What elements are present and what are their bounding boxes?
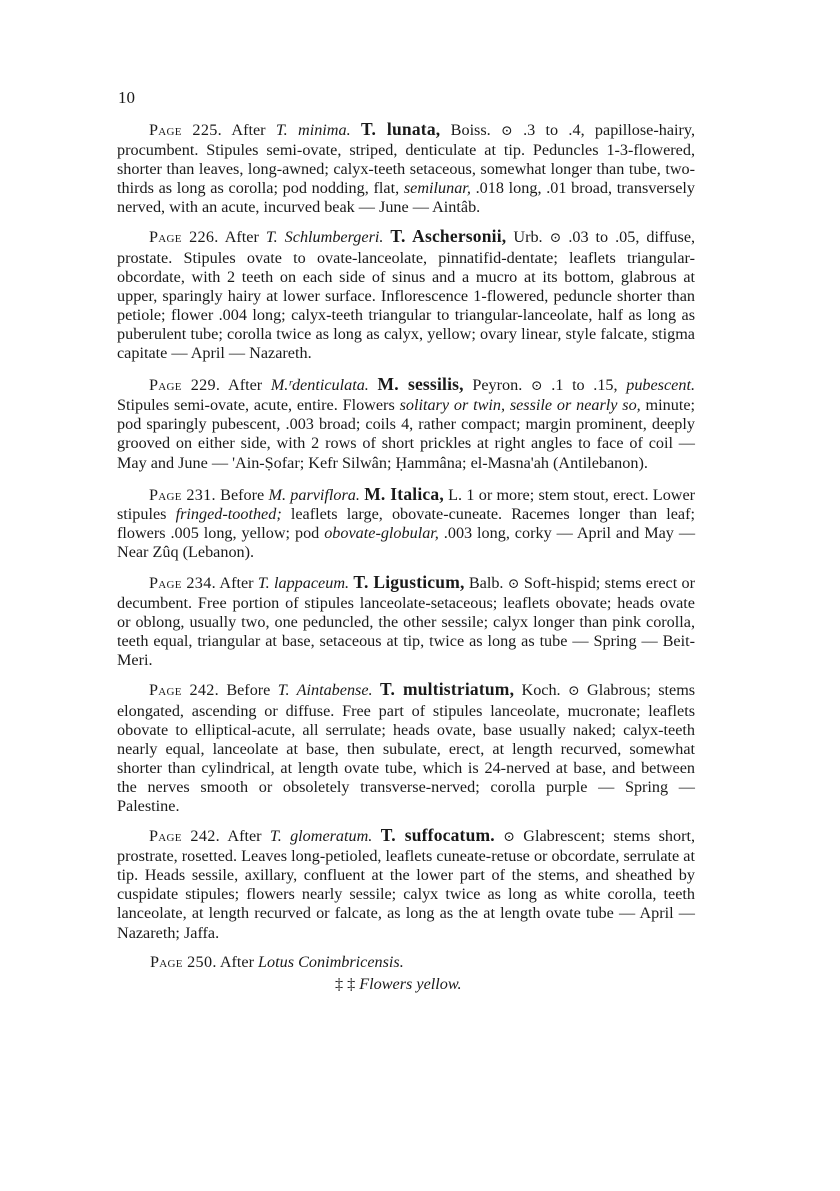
annual-symbol-icon: ⊙	[530, 379, 543, 395]
reference-taxon: T. Schlumbergeri.	[265, 228, 384, 247]
species-author: Peyron.	[472, 376, 523, 395]
entry-description: leaflets large, obovate-cuneate. Racemes longer than leaf; flowers .005 long, yellow; pod	[117, 504, 696, 542]
entry-description: Glabrous; stems elongated, ascending or diffuse. Free part of stipules lanceolate, mucronate; leaflets obovate to elliptical-acute, all serrulate; heads ovate, base usually naked; calyx-teeth nearly equal, lanceolate at base, then subulate, erect, at length recurved, somewhat shorter than cylindrical, at length ovate tube, which is 24-nerved at base, and between the nerves smooth or obsoletely transverse-nerved; corolla purple — Spring — Palestine.	[117, 681, 696, 815]
entry-description: Soft-hispid; stems erect or decumbent. Free portion of stipules lanceolate-setaceous; leaflets obovate; heads ovate or oblong, usually two, one peduncled, the other sessile; calyx longer than pink corolla, teeth equal, triangular at base, setaceous at tip, twice as long as tube — Spring — Beit-Meri.	[117, 573, 696, 670]
entry-page-242-before	[117, 680, 695, 816]
entry-description: .03 to .05, diffuse, prostate. Stipules ovate to ovate-lanceolate, pinnatifid-dentate; leaflets triangular-obcordate, with 2 teeth on each side of sinus and a mucro at its bottom, glabrous at upper, sparingly hairy at lower surface. Inflorescence 1-flowered, peduncle shorter than petiole; flower .004 long; calyx-teeth triangular to triangular-lanceolate, half as long as puberulent tube; corolla twice as long as calyx, yellow; ovary linear, style falcate, stigma capitate — April — Nazareth.	[117, 228, 696, 363]
entry-italic: fringed-toothed;	[175, 504, 282, 523]
species-name: T. lunata,	[360, 119, 441, 139]
entry-page-226	[117, 227, 695, 363]
page-reference: Page 250.	[150, 952, 217, 971]
reference-taxon: T. glomeratum.	[269, 827, 373, 846]
position-word: After	[219, 952, 254, 971]
entry-description: Glabrescent; stems short, prostrate, rosetted. Leaves long-petioled, leaflets cuneate-retuse or obcordate, serrulate at tip. Heads sessile, axillary, confluent at the lower part of the stems, and sheathed by cuspidate stipules; flowers nearly sessile; calyx twice as long as white corolla, teeth lanceolate, at length recurved or falcate, as long as the at length ovate tube — April — Nazareth; Jaffa.	[117, 827, 696, 942]
reference-taxon: T. lappaceum.	[257, 573, 350, 592]
page-reference: Page 225.	[149, 121, 222, 139]
position-word: After	[228, 376, 263, 395]
entry-page-229	[117, 375, 695, 472]
reference-taxon: T. minima.	[275, 121, 351, 139]
double-dagger-icon: ‡ ‡	[335, 974, 356, 993]
species-name: T. suffocatum.	[380, 825, 495, 846]
entry-italic: semilunar,	[403, 179, 471, 198]
entry-description: Stipules semi-ovate, acute, entire. Flowers	[117, 396, 395, 415]
annual-symbol-icon: ⊙	[501, 124, 513, 139]
annual-symbol-icon: ⊙	[503, 830, 515, 846]
reference-taxon: M. parviflora.	[268, 485, 360, 504]
addenda-entries	[117, 120, 695, 994]
species-name: M. sessilis,	[377, 374, 464, 395]
annual-symbol-icon: ⊙	[567, 684, 580, 700]
entry-description: .3 to .4, papillose-hairy, procumbent. Stipules semi-ovate, striped, denticulate at tip. Peduncles 1-3-flowered, shorter than leaves, long-awned; calyx-teeth setaceous, somewhat longer than tube, two-thirds as long as corolla; pod nodding, flat,	[117, 121, 696, 198]
reference-taxon: T. Aintabense.	[277, 681, 373, 700]
position-word: After	[219, 573, 254, 592]
key-text: Flowers yellow.	[359, 974, 462, 993]
entry-description: .018 long, .01 broad, transversely nerved, with an acute, incurved beak — June — Aintâb.	[117, 179, 696, 217]
page-reference: Page 242.	[149, 827, 220, 846]
species-author: L.	[448, 485, 463, 504]
species-name: T. multistriatum,	[379, 679, 515, 700]
entry-italic: solitary or twin, sessile or nearly so,	[399, 396, 641, 415]
entry-italic: obovate-globular,	[324, 523, 439, 542]
page-number: 10	[118, 88, 135, 107]
position-word: After	[227, 827, 262, 846]
entry-page-225	[117, 120, 695, 217]
page-reference: Page 229.	[149, 376, 221, 395]
annual-symbol-icon: ⊙	[507, 576, 520, 592]
reference-taxon: Lotus Conimbricensis.	[258, 952, 404, 971]
key-line	[117, 975, 695, 994]
page-reference: Page 226.	[149, 228, 219, 247]
entry-description: 1 or more; stem stout, erect. Lower stipules	[117, 485, 696, 523]
position-word: Before	[220, 485, 265, 504]
page-reference: Page 234.	[149, 573, 216, 592]
species-name: T. Aschersonii,	[390, 226, 507, 247]
page-reference: Page 242.	[149, 681, 219, 700]
species-name: T. Ligusticum,	[353, 571, 465, 592]
position-word: After	[231, 121, 266, 139]
species-author: Balb.	[468, 573, 504, 592]
entry-page-231	[117, 485, 695, 562]
page-reference: Page 231.	[149, 485, 216, 504]
entry-description: .003 long, corky — April and May — Near Zûq (Lebanon).	[117, 523, 696, 561]
annual-symbol-icon: ⊙	[549, 231, 562, 247]
species-author: Urb.	[513, 228, 543, 247]
entry-description: minute; pod sparingly pubescent, .003 broad; coils 4, rather compact; margin prominent, deeply grooved on either side, with 2 rows of short prickles at right angles to face of coil — May and June — 'Ain-Ṣofar; Kefr Silwân; Ḥammâna; el-Masna'ah (Antilebanon).	[117, 396, 696, 472]
position-word: After	[224, 228, 259, 247]
reference-taxon: M.ʳdenticulata.	[270, 376, 369, 395]
entry-page-242-after	[117, 826, 695, 943]
position-word: Before	[226, 681, 271, 700]
species-name: M. Italica,	[364, 483, 444, 504]
entry-description: .1 to .15,	[551, 376, 618, 395]
entry-page-250	[117, 953, 695, 972]
species-author: Koch.	[521, 681, 561, 700]
entry-italic: pubescent.	[626, 376, 695, 395]
entry-page-234	[117, 573, 695, 670]
species-author: Boiss.	[450, 121, 491, 139]
